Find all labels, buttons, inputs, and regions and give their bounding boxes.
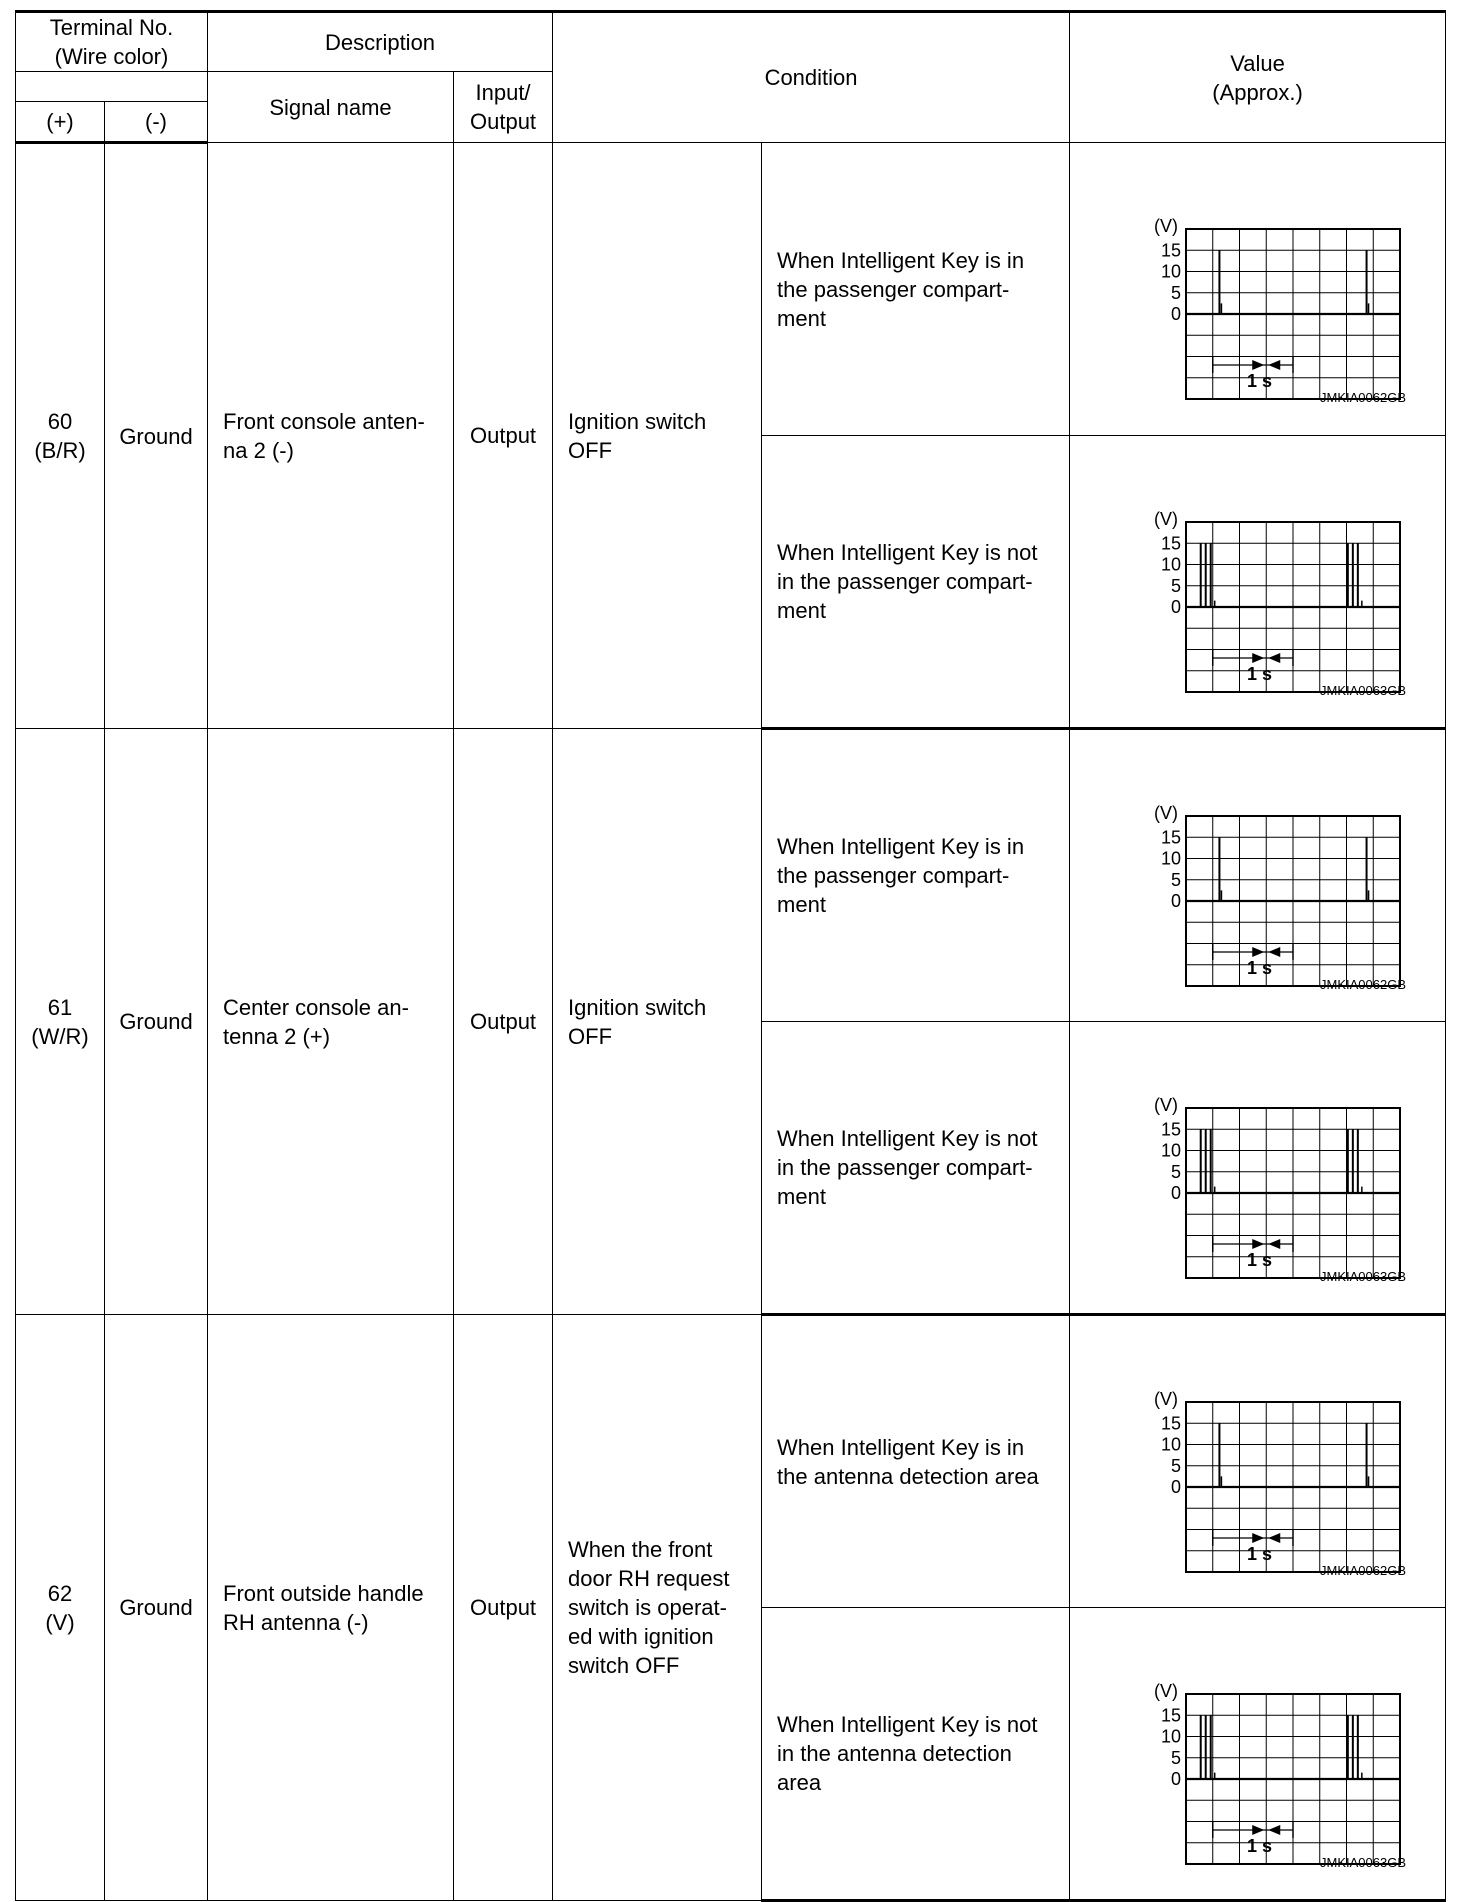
- minus-terminal: Ground: [105, 143, 208, 729]
- waveform-time-arrow: [1268, 1239, 1280, 1249]
- terminal-header-spacer: [16, 72, 208, 102]
- condition-sub: [762, 436, 1070, 729]
- input-output-header: [454, 72, 553, 143]
- condition-line: switch OFF: [568, 1653, 680, 1678]
- waveform-unit-label: (V): [1153, 1094, 1178, 1115]
- waveform-time-arrow: [1268, 947, 1280, 957]
- condition-sub-line: the passenger compart-: [777, 276, 1010, 302]
- condition-line: OFF: [568, 1023, 613, 1049]
- input-output: Output: [454, 1315, 553, 1901]
- condition-sub-line: ment: [777, 305, 826, 331]
- condition-header: Condition: [553, 12, 1070, 143]
- waveform-y-tick: 5: [1170, 1747, 1181, 1768]
- waveform-y-tick: 10: [1160, 1726, 1181, 1746]
- waveform-unit-label: (V): [1153, 1388, 1178, 1409]
- terminal-cell: [16, 143, 105, 729]
- condition-sub-line: in the antenna detection: [777, 1741, 1012, 1766]
- table-row: [16, 729, 1446, 1022]
- waveform-time-label: 1 s: [1246, 1543, 1272, 1564]
- waveform-y-tick: 15: [1160, 826, 1181, 847]
- table-row: [16, 1315, 1446, 1608]
- value-cell: [1070, 729, 1446, 1022]
- approx-label: (Approx.): [1212, 79, 1303, 105]
- waveform-y-tick: 10: [1160, 1434, 1181, 1454]
- waveform-time-arrow: [1252, 1533, 1264, 1543]
- condition-sub-line: When Intelligent Key is not: [777, 540, 1038, 565]
- plus-header: (+): [16, 102, 105, 143]
- waveform-time-arrow: [1268, 1533, 1280, 1543]
- condition-sub-line: the antenna detection area: [777, 1463, 1039, 1489]
- waveform-time-arrow: [1252, 653, 1264, 663]
- condition-sub-line: When Intelligent Key is in: [777, 247, 1025, 273]
- waveform-time-label: 1 s: [1246, 663, 1272, 684]
- condition-sub-line: area: [777, 1770, 822, 1795]
- waveform-y-tick: 15: [1160, 1704, 1181, 1725]
- signal-name: [208, 1315, 454, 1901]
- waveform-y-tick: 5: [1170, 1161, 1181, 1182]
- terminal-cell: [16, 729, 105, 1315]
- waveform-y-tick: 10: [1160, 848, 1181, 868]
- value-cell: [1070, 143, 1446, 436]
- minus-terminal: Ground: [105, 729, 208, 1315]
- waveform-figure-code: JMKIA0063GB: [1319, 682, 1406, 697]
- value-cell: [1070, 1315, 1446, 1608]
- condition-line: OFF: [568, 437, 613, 463]
- terminal-number: 62: [47, 1580, 73, 1606]
- condition-sub-line: When Intelligent Key is not: [777, 1126, 1038, 1151]
- waveform-y-tick: 15: [1160, 532, 1181, 553]
- waveform-y-tick: 0: [1170, 1476, 1181, 1497]
- signal-line: Center console an-: [223, 994, 409, 1020]
- waveform-time-arrow: [1252, 947, 1264, 957]
- condition-sub-line: ment: [777, 1184, 826, 1209]
- waveform-unit-label: (V): [1153, 508, 1178, 529]
- value-cell: [1070, 1608, 1446, 1901]
- waveform-y-tick: 15: [1160, 1118, 1181, 1139]
- condition-sub-line: ment: [777, 892, 826, 917]
- value-header: [1070, 12, 1446, 143]
- waveform-y-tick: 0: [1170, 304, 1181, 324]
- waveform-time-label: 1 s: [1246, 1249, 1272, 1270]
- waveform-unit-label: (V): [1153, 1680, 1178, 1701]
- waveform-key-in: [1108, 174, 1408, 404]
- input-output: Output: [454, 143, 553, 729]
- waveform-y-tick: 5: [1170, 575, 1181, 596]
- signal-line: na 2 (-): [223, 437, 294, 463]
- waveform-time-label: 1 s: [1246, 371, 1272, 391]
- waveform-figure-code: JMKIA0063GB: [1319, 1268, 1406, 1283]
- signal-name: [208, 729, 454, 1315]
- condition-sub: [762, 1315, 1070, 1608]
- waveform-figure-code: JMKIA0062GB: [1319, 390, 1406, 404]
- waveform-time-arrow: [1252, 1239, 1264, 1249]
- condition-sub-line: When Intelligent Key is in: [777, 1434, 1025, 1460]
- waveform-key-in: [1108, 761, 1408, 991]
- waveform-y-tick: 5: [1170, 1455, 1181, 1476]
- condition-sub: [762, 729, 1070, 1022]
- waveform-time-arrow: [1268, 653, 1280, 663]
- terminal-number: 60: [47, 409, 73, 434]
- condition-sub-line: the passenger compart-: [777, 863, 1010, 888]
- input-output: Output: [454, 729, 553, 1315]
- waveform-y-tick: 0: [1170, 890, 1181, 911]
- description-header: Description: [208, 12, 553, 72]
- wire-color: (W/R): [31, 1023, 89, 1049]
- wire-color-label: (Wire color): [54, 44, 169, 69]
- waveform-unit-label: (V): [1153, 216, 1178, 236]
- value-cell: [1070, 1022, 1446, 1315]
- waveform-key-out: [1108, 467, 1408, 697]
- signal-line: tenna 2 (+): [223, 1023, 331, 1049]
- condition-line: door RH request: [568, 1566, 730, 1591]
- condition-line: Ignition switch: [568, 994, 707, 1020]
- condition-sub: [762, 1608, 1070, 1901]
- condition-sub: [762, 1022, 1070, 1315]
- waveform-y-tick: 10: [1160, 554, 1181, 574]
- waveform-y-tick: 0: [1170, 1768, 1181, 1789]
- condition-line: Ignition switch: [568, 408, 707, 434]
- table-row: [16, 143, 1446, 436]
- wire-color: (B/R): [34, 438, 86, 463]
- waveform-y-tick: 5: [1170, 282, 1181, 303]
- minus-header: (-): [105, 102, 208, 143]
- waveform-key-out: [1108, 1053, 1408, 1283]
- waveform-figure-code: JMKIA0063GB: [1319, 1854, 1406, 1869]
- terminal-header: [16, 12, 208, 72]
- waveform-y-tick: 0: [1170, 1182, 1181, 1203]
- waveform-y-tick: 5: [1170, 869, 1181, 890]
- condition-main: [553, 143, 762, 729]
- terminal-no-label: Terminal No.: [49, 15, 174, 40]
- condition-line: When the front: [568, 1537, 713, 1562]
- waveform-y-tick: 15: [1160, 1412, 1181, 1433]
- signal-line: Front console anten-: [223, 408, 425, 434]
- waveform-unit-label: (V): [1153, 802, 1178, 823]
- terminal-cell: [16, 1315, 105, 1901]
- waveform-time-arrow: [1252, 360, 1264, 370]
- waveform-y-tick: 0: [1170, 596, 1181, 617]
- waveform-key-in: [1108, 1347, 1408, 1577]
- condition-line: switch is operat-: [568, 1595, 727, 1620]
- condition-sub-line: in the passenger compart-: [777, 1155, 1033, 1180]
- condition-sub-line: When Intelligent Key is not: [777, 1712, 1038, 1737]
- condition-main: [553, 729, 762, 1315]
- condition-main: [553, 1315, 762, 1901]
- terminal-signal-table: [15, 10, 1446, 1902]
- signal-name: [208, 143, 454, 729]
- signal-name-header: Signal name: [208, 72, 454, 143]
- condition-sub: [762, 143, 1070, 436]
- condition-sub-line: When Intelligent Key is in: [777, 834, 1025, 859]
- input-output-label-2: Output: [470, 109, 537, 134]
- terminal-number: 61: [47, 994, 73, 1020]
- waveform-time-arrow: [1268, 360, 1280, 370]
- input-output-label-1: Input/: [475, 80, 531, 105]
- waveform-time-label: 1 s: [1246, 957, 1272, 978]
- waveform-figure-code: JMKIA0062GB: [1319, 1562, 1406, 1577]
- waveform-key-out: [1108, 1639, 1408, 1869]
- condition-line: ed with ignition: [568, 1624, 714, 1649]
- condition-sub-line: in the passenger compart-: [777, 569, 1033, 594]
- value-cell: [1070, 436, 1446, 729]
- waveform-time-arrow: [1252, 1825, 1264, 1835]
- minus-terminal: Ground: [105, 1315, 208, 1901]
- waveform-time-label: 1 s: [1246, 1835, 1272, 1856]
- waveform-figure-code: JMKIA0062GB: [1319, 976, 1406, 991]
- waveform-y-tick: 10: [1160, 1140, 1181, 1160]
- signal-line: Front outside handle: [223, 1580, 424, 1606]
- value-label: Value: [1230, 50, 1285, 76]
- waveform-y-tick: 15: [1160, 240, 1181, 261]
- waveform-time-arrow: [1268, 1825, 1280, 1835]
- waveform-y-tick: 10: [1160, 261, 1181, 282]
- signal-line: RH antenna (-): [223, 1609, 369, 1635]
- condition-sub-line: ment: [777, 598, 826, 623]
- wire-color: (V): [45, 1609, 75, 1635]
